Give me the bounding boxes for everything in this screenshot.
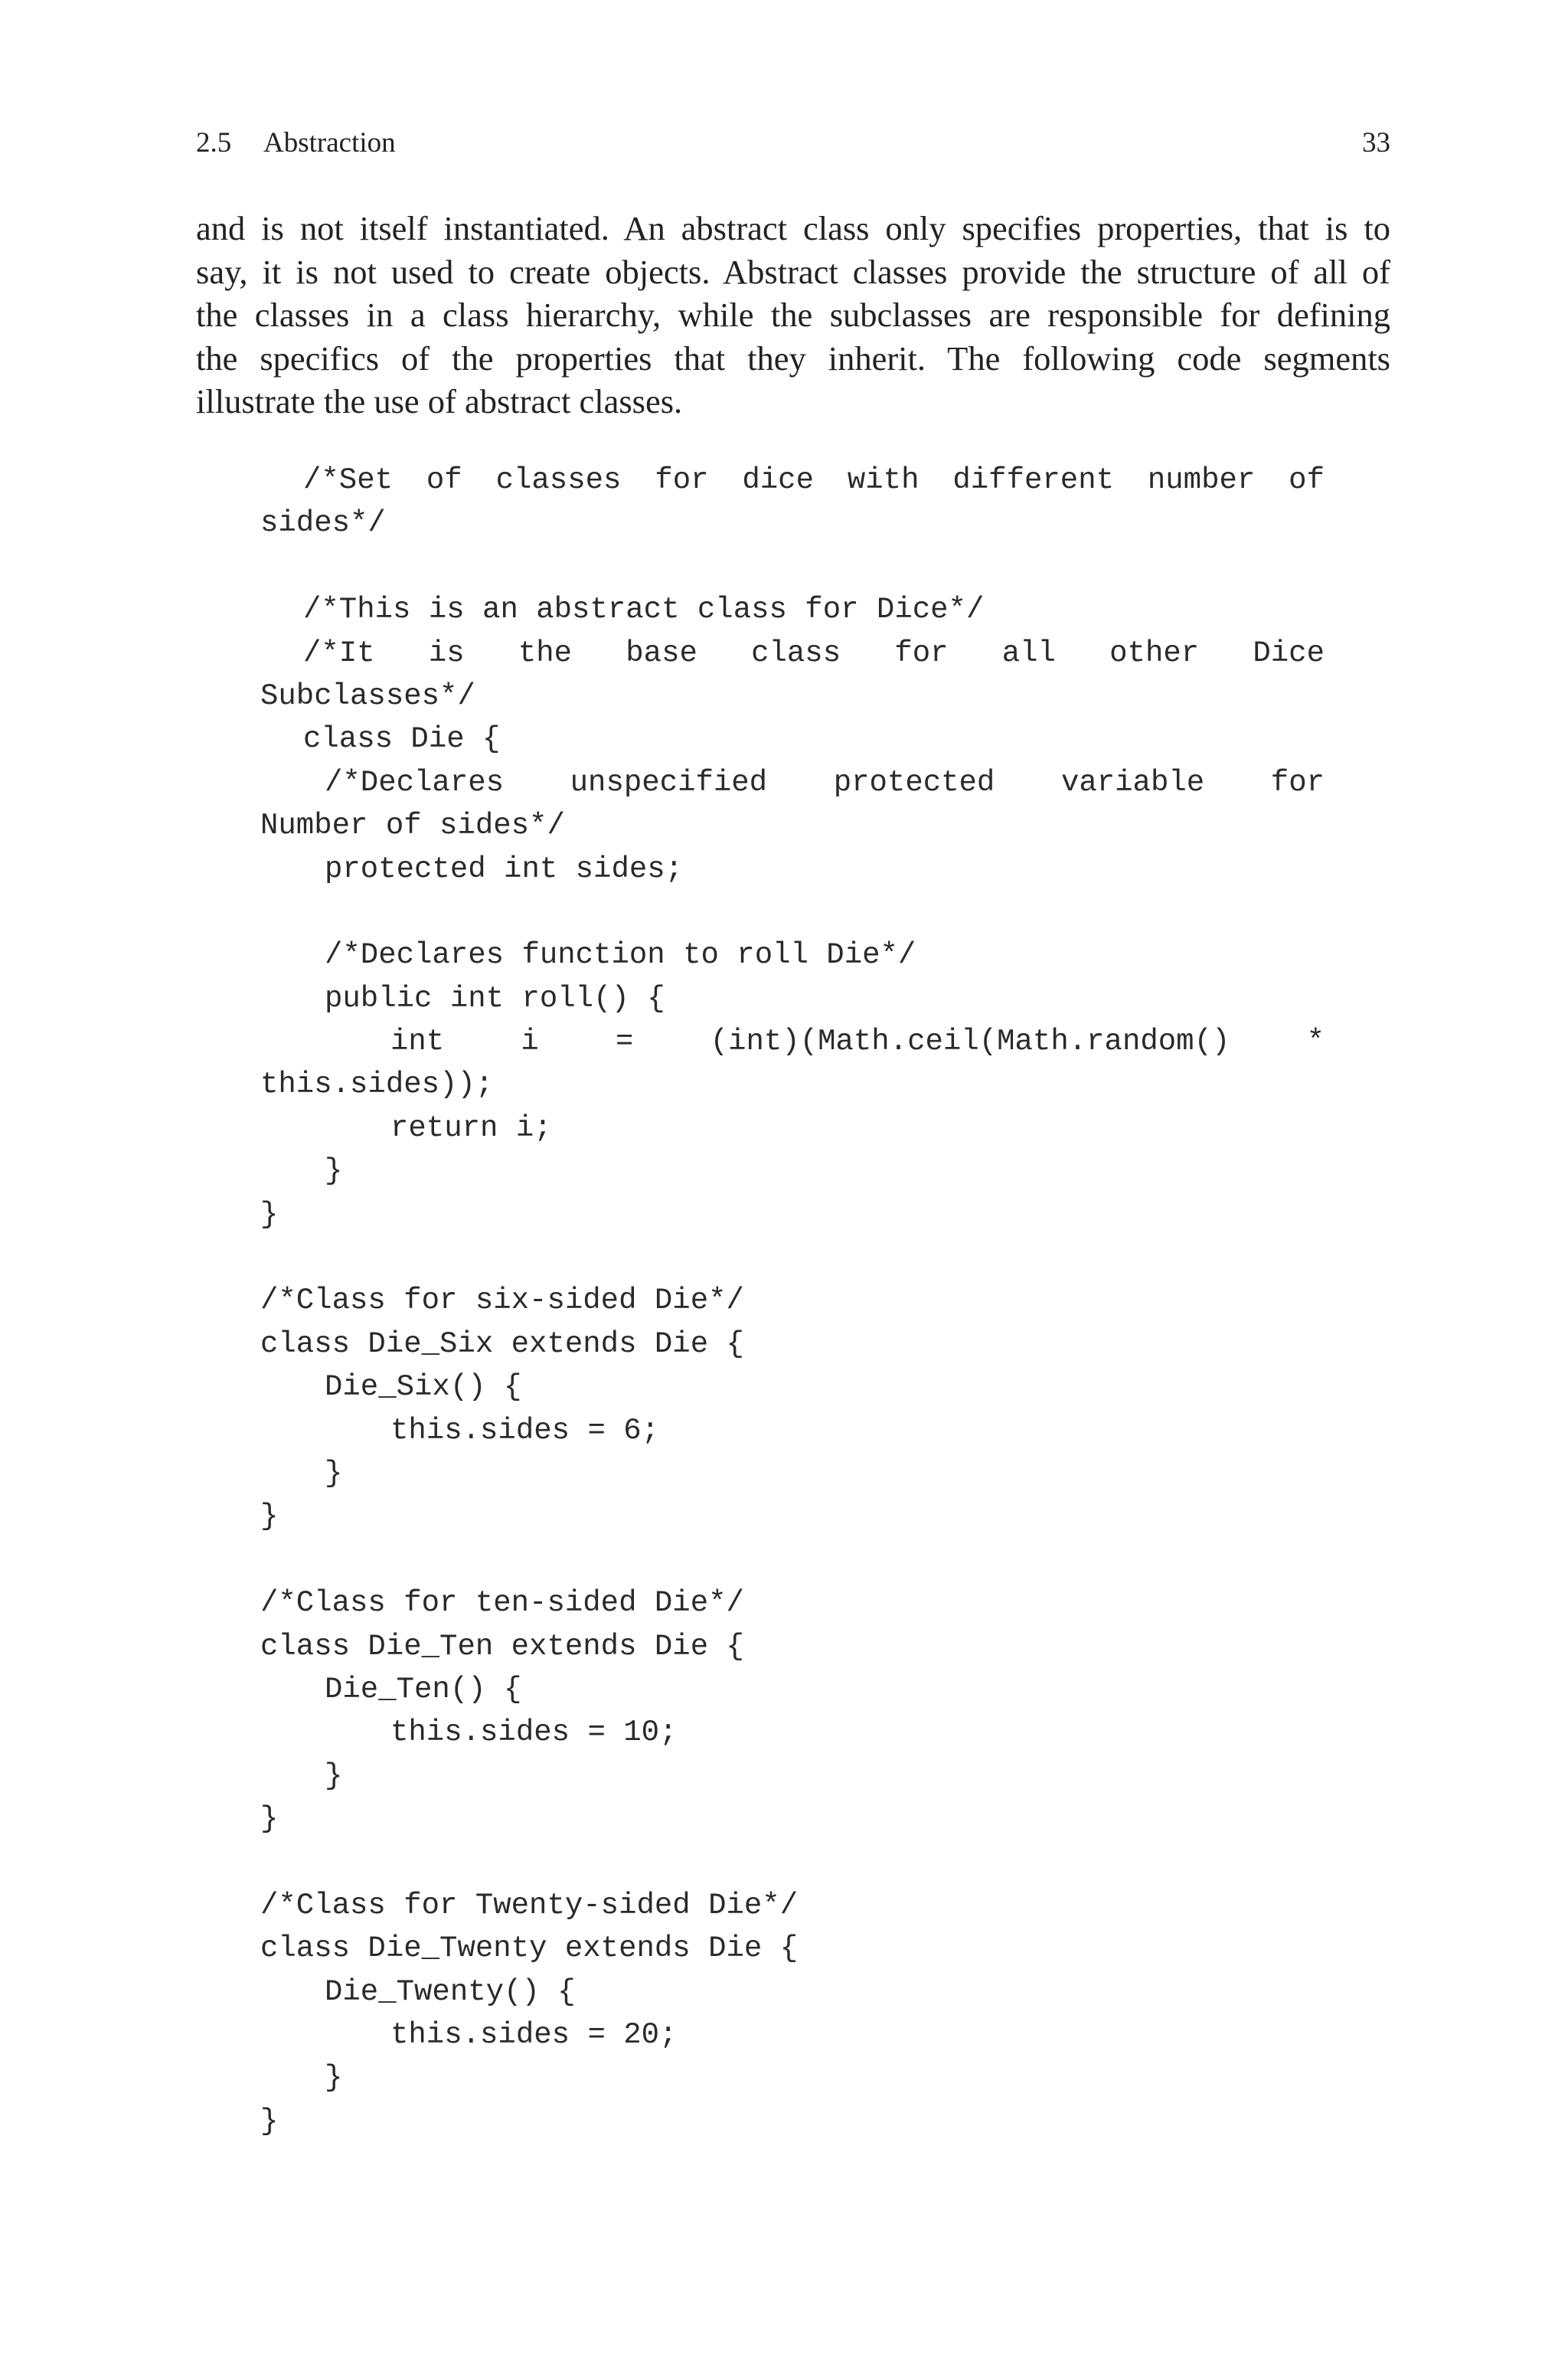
code-line: Die_Twenty() {: [325, 1974, 576, 2009]
code-line: }: [260, 1802, 279, 1837]
code-line: this.sides = 20;: [390, 2018, 678, 2053]
code-blank-line: [260, 1841, 1325, 1884]
paragraph-line: and is not itself instantiated. An abstract class only specifies properties, that is to: [196, 209, 1390, 247]
code-blank-line: [260, 1236, 1325, 1279]
code-line: class Die {: [303, 722, 501, 757]
code-blank-line: [260, 1539, 1325, 1582]
code-blank-line: [260, 891, 1325, 934]
code-line: }: [260, 2104, 279, 2138]
section-title: Abstraction: [263, 127, 396, 159]
code-line: Die_Ten() {: [325, 1672, 522, 1706]
code-line: }: [325, 1456, 343, 1490]
body-paragraph: [196, 207, 1390, 424]
code-line: this.sides = 6;: [390, 1413, 660, 1447]
code-line: /*It is the base class for all other Dice: [303, 636, 1325, 670]
code-line: /*This is an abstract class for Dice*/: [303, 593, 985, 627]
code-blank-line: [260, 545, 1325, 588]
paragraph-line: the specifics of the properties that they inherit. The following code segments: [196, 339, 1390, 378]
code-line: sides*/: [260, 506, 386, 541]
code-line: }: [325, 1758, 343, 1793]
code-line: return i;: [390, 1110, 552, 1145]
code-line: }: [325, 1154, 343, 1189]
code-line: Die_Six() {: [325, 1370, 522, 1405]
code-listing: [260, 459, 1325, 2143]
code-line: int i = (int)(Math.ceil(Math.random() *: [390, 1025, 1325, 1059]
code-line: }: [260, 1500, 279, 1534]
code-line: class Die_Six extends Die {: [260, 1326, 744, 1361]
code-line: Subclasses*/: [260, 679, 475, 713]
code-line: /*Declares unspecified protected variable for: [325, 765, 1325, 800]
code-line: this.sides));: [260, 1068, 494, 1102]
paragraph-line: the classes in a class hierarchy, while the subclasses are responsible for defining: [196, 296, 1390, 334]
code-line: /*Class for Twenty-sided Die*/: [260, 1888, 799, 1922]
code-line: }: [325, 2061, 343, 2095]
code-line: /*Class for ten-sided Die*/: [260, 1586, 744, 1621]
running-header: [196, 124, 1390, 162]
code-line: /*Class for six-sided Die*/: [260, 1284, 744, 1318]
code-line: class Die_Twenty extends Die {: [260, 1932, 799, 1966]
paragraph-line: say, it is not used to create objects. Abstract classes provide the structure of all of: [196, 252, 1390, 291]
code-line: protected int sides;: [325, 852, 684, 886]
paragraph-line: illustrate the use of abstract classes.: [196, 382, 683, 420]
code-line: this.sides = 10;: [390, 1716, 678, 1750]
code-line: public int roll() {: [325, 981, 665, 1016]
code-line: Number of sides*/: [260, 809, 565, 843]
code-line: }: [260, 1197, 279, 1232]
code-line: /*Declares function to roll Die*/: [325, 938, 916, 973]
section-number: 2.5: [196, 127, 232, 159]
code-line: /*Set of classes for dice with different number of: [303, 463, 1325, 497]
code-line: class Die_Ten extends Die {: [260, 1629, 744, 1663]
page-number: 33: [1362, 127, 1390, 159]
